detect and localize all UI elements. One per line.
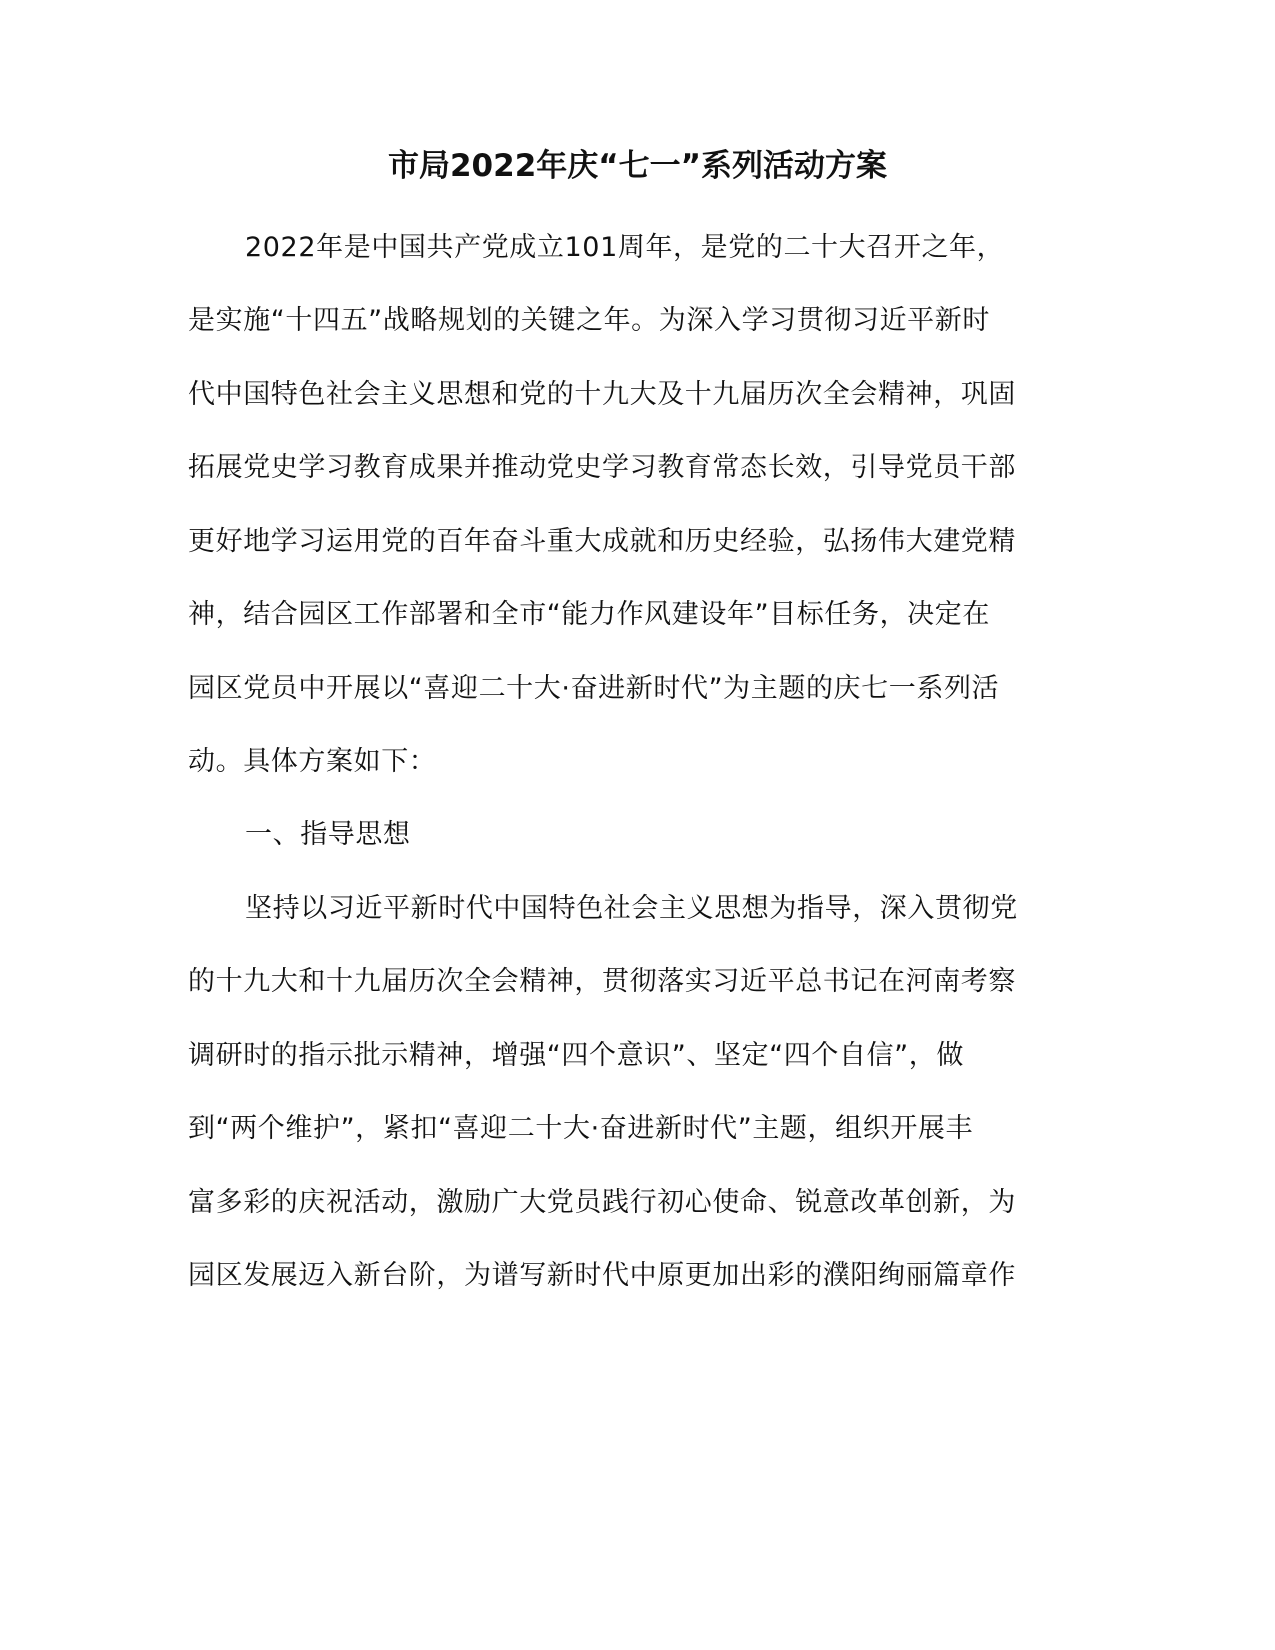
- paragraph-line: 神，结合园区工作部署和全市“能力作风建设年”目标任务，决定在: [188, 599, 990, 630]
- paragraph-line: 更好地学习运用党的百年奋斗重大成就和历史经验，弘扬伟大建党精: [188, 526, 1016, 557]
- paragraph-line: 园区党员中开展以“喜迎二十大·奋进新时代”为主题的庆七一系列活: [188, 673, 1000, 704]
- paragraph-line: 是实施“十四五”战略规划的关键之年。为深入学习贯彻习近平新时: [188, 305, 990, 336]
- paragraph-line: 动。具体方案如下：: [188, 746, 437, 777]
- paragraph-line: 的十九大和十九届历次全会精神，贯彻落实习近平总书记在河南考察: [188, 966, 1016, 997]
- paragraph-line: 拓展党史学习教育成果并推动党史学习教育常态长效，引导党员干部: [188, 452, 1016, 483]
- section-heading: 一、指导思想: [245, 819, 411, 850]
- paragraph-line: 园区发展迈入新台阶，为谱写新时代中原更加出彩的濮阳绚丽篇章作: [188, 1260, 1016, 1291]
- paragraph-line: 到“两个维护”，紧扣“喜迎二十大·奋进新时代”主题，组织开展丰: [188, 1113, 974, 1144]
- paragraph-line: 坚持以习近平新时代中国特色社会主义思想为指导，深入贯彻党: [245, 893, 1018, 924]
- document-title: 市局2022年庆“七一”系列活动方案: [387, 148, 888, 184]
- paragraph-line: 调研时的指示批示精神，增强“四个意识”、坚定“四个自信”，做: [188, 1040, 964, 1071]
- paragraph-line: 富多彩的庆祝活动，激励广大党员践行初心使命、锐意改革创新，为: [188, 1187, 1016, 1218]
- paragraph-line: 代中国特色社会主义思想和党的十九大及十九届历次全会精神，巩固: [188, 379, 1016, 410]
- paragraph-line: 2022年是中国共产党成立101周年，是党的二十大召开之年，: [245, 232, 1005, 263]
